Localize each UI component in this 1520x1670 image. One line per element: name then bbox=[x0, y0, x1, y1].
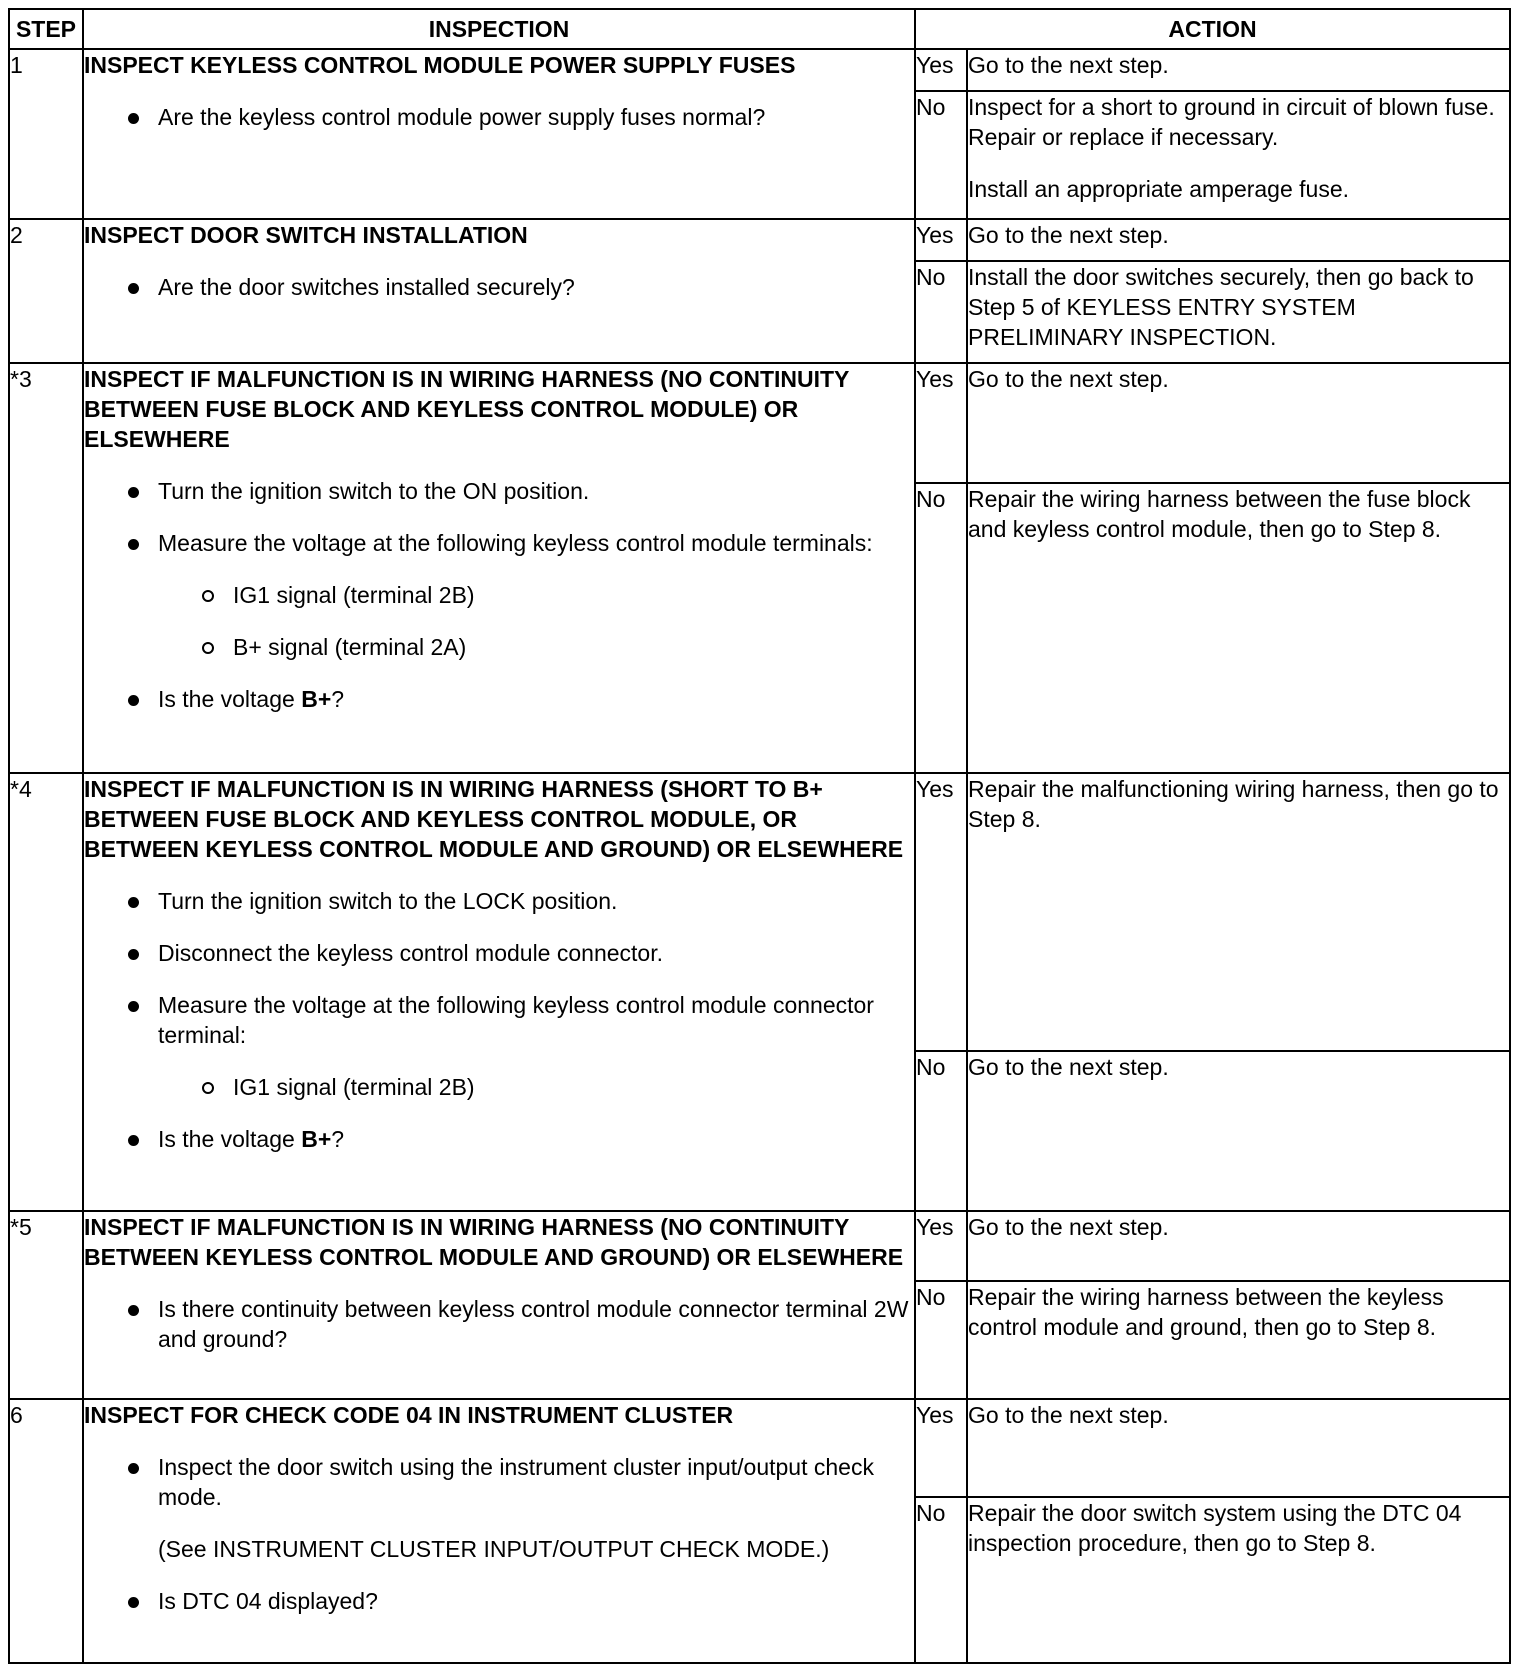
inspection-bullet: Is there continuity between keyless control module connector terminal 2W and ground? bbox=[158, 1294, 914, 1354]
inspection-table bbox=[8, 8, 1511, 1664]
step-title: INSPECT FOR CHECK CODE 04 IN INSTRUMENT CLUSTER bbox=[84, 1402, 734, 1428]
question-end: ? bbox=[331, 1126, 345, 1152]
inspection-cell bbox=[83, 49, 915, 219]
inspection-bullet: Turn the ignition switch to the ON position. bbox=[158, 476, 914, 506]
inspection-note: (See INSTRUMENT CLUSTER INPUT/OUTPUT CHECK MODE.) bbox=[158, 1536, 830, 1562]
yes-label: Yes bbox=[915, 1399, 967, 1497]
yes-action: Go to the next step. bbox=[967, 1211, 1510, 1281]
no-action: Repair the wiring harness between the fuse block and keyless control module, then go to Step 8. bbox=[967, 483, 1510, 773]
step-number: 1 bbox=[9, 49, 83, 219]
step-number: *4 bbox=[9, 773, 83, 1211]
step-number: *5 bbox=[9, 1211, 83, 1399]
no-action-text: Inspect for a short to ground in circuit of blown fuse. Repair or replace if necessary. bbox=[968, 94, 1495, 150]
inspection-bullet: Disconnect the keyless control module connector. bbox=[158, 938, 914, 968]
yes-label: Yes bbox=[915, 49, 967, 91]
table-header-row bbox=[9, 9, 1510, 49]
inspection-bullet: Turn the ignition switch to the LOCK position. bbox=[158, 886, 914, 916]
no-action: Install the door switches securely, then go back to Step 5 of KEYLESS ENTRY SYSTEM PRELIMINARY INSPECTION. bbox=[967, 261, 1510, 363]
header-action: ACTION bbox=[915, 9, 1510, 49]
no-action bbox=[967, 91, 1510, 219]
no-action: Repair the wiring harness between the keyless control module and ground, then go to Step 8. bbox=[967, 1281, 1510, 1399]
step-number: 6 bbox=[9, 1399, 83, 1663]
inspection-cell bbox=[83, 1211, 915, 1399]
no-label: No bbox=[915, 483, 967, 773]
inspection-bullet: Measure the voltage at the following keyless control module terminals: bbox=[158, 528, 914, 558]
yes-label: Yes bbox=[915, 1211, 967, 1281]
yes-label: Yes bbox=[915, 219, 967, 261]
inspection-bullet: Measure the voltage at the following keyless control module connector terminal: bbox=[158, 990, 914, 1050]
yes-action: Repair the malfunctioning wiring harness, then go to Step 8. bbox=[967, 773, 1510, 1051]
question-text: Is the voltage bbox=[158, 686, 302, 712]
no-label: No bbox=[915, 1281, 967, 1399]
step-title: INSPECT IF MALFUNCTION IS IN WIRING HARNESS (NO CONTINUITY BETWEEN KEYLESS CONTROL MODULE AND GROUND) OR ELSEWHERE bbox=[84, 1214, 904, 1270]
inspection-bullet: Are the keyless control module power supply fuses normal? bbox=[158, 102, 914, 132]
inspection-question: Is DTC 04 displayed? bbox=[158, 1586, 914, 1616]
inspection-cell bbox=[83, 363, 915, 773]
yes-label: Yes bbox=[915, 773, 967, 1051]
table-row bbox=[9, 49, 1510, 91]
yes-action: Go to the next step. bbox=[967, 363, 1510, 483]
header-inspection: INSPECTION bbox=[83, 9, 915, 49]
yes-action: Go to the next step. bbox=[967, 1399, 1510, 1497]
question-bold: B+ bbox=[301, 686, 332, 712]
table-row bbox=[9, 363, 1510, 483]
no-label: No bbox=[915, 261, 967, 363]
step-title: INSPECT IF MALFUNCTION IS IN WIRING HARNESS (SHORT TO B+ BETWEEN FUSE BLOCK AND KEYLESS CONTROL MODULE, OR BETWEEN KEYLESS CONTROL MODULE AND GROUND) OR ELSEWHERE bbox=[84, 776, 904, 862]
yes-label: Yes bbox=[915, 363, 967, 483]
inspection-sub-bullet: IG1 signal (terminal 2B) bbox=[233, 580, 914, 610]
question-end: ? bbox=[331, 686, 345, 712]
step-title: INSPECT DOOR SWITCH INSTALLATION bbox=[84, 222, 528, 248]
inspection-bullet: Are the door switches installed securely? bbox=[158, 272, 914, 302]
inspection-cell bbox=[83, 773, 915, 1211]
inspection-question bbox=[158, 1124, 914, 1154]
question-bold: B+ bbox=[301, 1126, 332, 1152]
yes-action: Go to the next step. bbox=[967, 49, 1510, 91]
no-label: No bbox=[915, 1497, 967, 1663]
step-title: INSPECT IF MALFUNCTION IS IN WIRING HARNESS (NO CONTINUITY BETWEEN FUSE BLOCK AND KEYLESS CONTROL MODULE) OR ELSEWHERE bbox=[84, 366, 849, 452]
no-label: No bbox=[915, 91, 967, 219]
inspection-procedure bbox=[8, 8, 1511, 1664]
inspection-bullet: Inspect the door switch using the instrument cluster input/output check mode. bbox=[158, 1452, 914, 1512]
no-action: Repair the door switch system using the DTC 04 inspection procedure, then go to Step 8. bbox=[967, 1497, 1510, 1663]
table-row bbox=[9, 1211, 1510, 1281]
question-text: Is the voltage bbox=[158, 1126, 302, 1152]
table-row bbox=[9, 219, 1510, 261]
inspection-cell bbox=[83, 219, 915, 363]
inspection-question bbox=[158, 684, 914, 714]
table-row bbox=[9, 1399, 1510, 1497]
inspection-sub-bullet: B+ signal (terminal 2A) bbox=[233, 632, 914, 662]
step-number: 2 bbox=[9, 219, 83, 363]
no-action-text-2: Install an appropriate amperage fuse. bbox=[968, 176, 1350, 202]
inspection-sub-bullet: IG1 signal (terminal 2B) bbox=[233, 1072, 914, 1102]
step-title: INSPECT KEYLESS CONTROL MODULE POWER SUPPLY FUSES bbox=[84, 52, 796, 78]
inspection-cell bbox=[83, 1399, 915, 1663]
no-action: Go to the next step. bbox=[967, 1051, 1510, 1211]
step-number: *3 bbox=[9, 363, 83, 773]
no-label: No bbox=[915, 1051, 967, 1211]
header-step: STEP bbox=[9, 9, 83, 49]
yes-action: Go to the next step. bbox=[967, 219, 1510, 261]
table-row bbox=[9, 773, 1510, 1051]
